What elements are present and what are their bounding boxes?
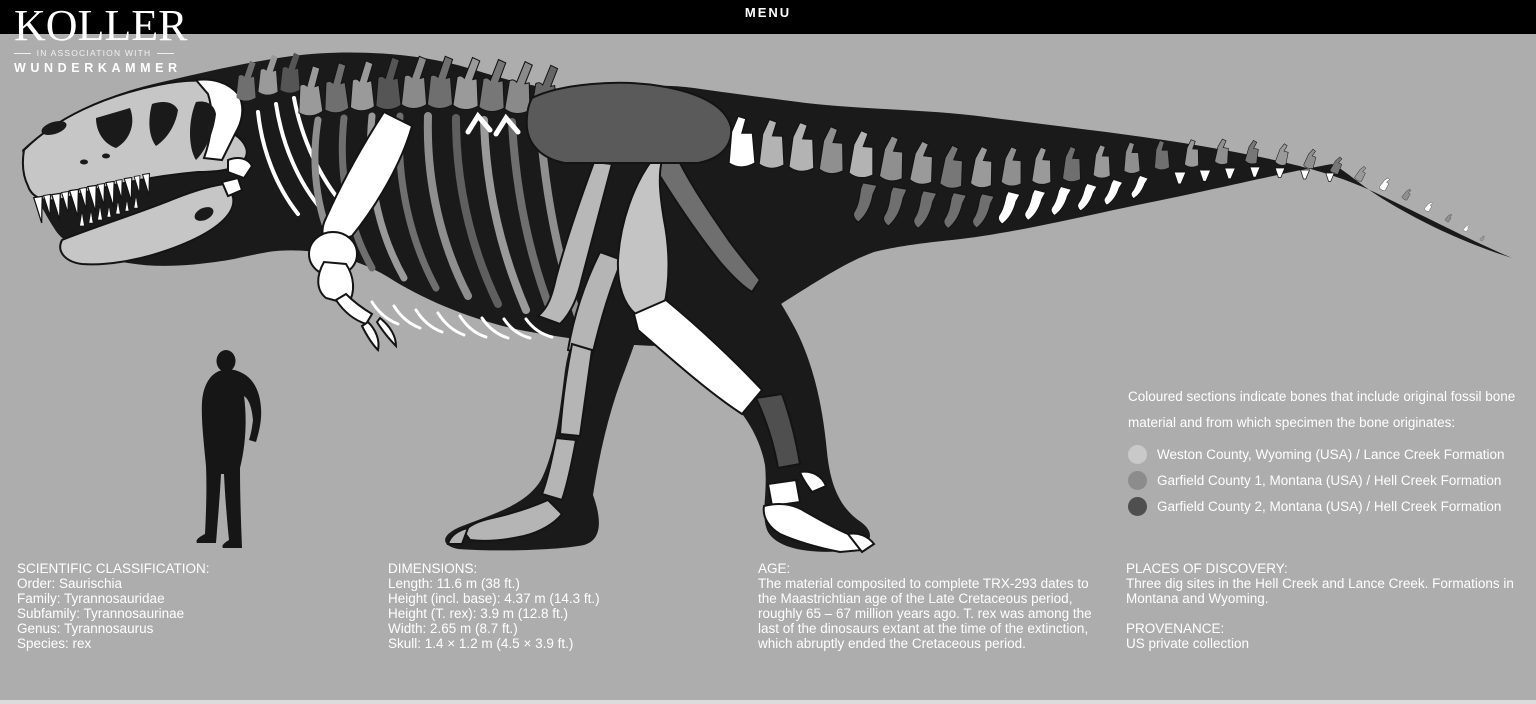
legend-item-garfield-1: Garfield County 1, Montana (USA) / Hell Creek Formation <box>1128 467 1532 493</box>
logo-association-line: IN ASSOCIATION WITH <box>14 48 174 58</box>
classification-column: SCIENTIFIC CLASSIFICATION: Order: Saurischia Family: Tyrannosauridae Subfamily: Tyrannosaurinae Genus: Tyrannosaurus Species: rex <box>17 561 377 651</box>
age-heading: AGE: <box>758 561 791 576</box>
dimensions-heading: DIMENSIONS: <box>388 561 478 576</box>
menu-button[interactable]: MENU <box>744 5 792 20</box>
logo-koller: KOLLER <box>14 1 188 50</box>
discovery-column: PLACES OF DISCOVERY: Three dig sites in the Hell Creek and Lance Creek. Formations in Montana and Wyoming. PROVENANCE: US private collection <box>1126 561 1530 651</box>
discovery-heading: PLACES OF DISCOVERY: <box>1126 561 1288 576</box>
logo-wunderkammer: WUNDERKAMMER <box>14 61 182 75</box>
top-bar <box>0 0 1536 34</box>
rule-right <box>157 53 174 54</box>
dimensions-column: DIMENSIONS: Length: 11.6 m (38 ft.) Height (incl. base): 4.37 m (14.3 ft.) Height (T. rex): 3.9 m (12.8 ft.) Width: 2.65 m (8.7 ft.) Skull: 1.4 × 1.2 m (4.5 × 3.9 ft.) <box>388 561 748 651</box>
legend-item-weston: Weston County, Wyoming (USA) / Lance Creek Formation <box>1128 441 1532 467</box>
legend-dot-dark <box>1128 497 1147 516</box>
provenance-heading: PROVENANCE: <box>1126 621 1225 636</box>
legend-dot-light <box>1128 445 1147 464</box>
legend-dot-mid <box>1128 471 1147 490</box>
bone-origin-legend <box>1128 384 1532 519</box>
human-scale-silhouette <box>196 350 261 548</box>
age-column: AGE: The material composited to complete TRX-293 dates to the Maastrichtian age of the Late Cretaceous period, roughly 65 – 67 million years ago. T. rex was among the last of the dinosaurs extant at the time of the extinction, which abruptly ended the Cretaceous period. <box>758 561 1098 651</box>
legend-item-garfield-2: Garfield County 2, Montana (USA) / Hell Creek Formation <box>1128 493 1532 519</box>
legend-intro-line-1: Coloured sections indicate bones that include original fossil bone <box>1128 389 1516 404</box>
bottom-strip <box>0 700 1536 704</box>
site-logo[interactable] <box>14 1 188 75</box>
legend-intro-line-2: material and from which specimen the bone originates: <box>1128 415 1456 430</box>
rule-left <box>14 53 31 54</box>
classification-heading: SCIENTIFIC CLASSIFICATION: <box>17 561 210 576</box>
